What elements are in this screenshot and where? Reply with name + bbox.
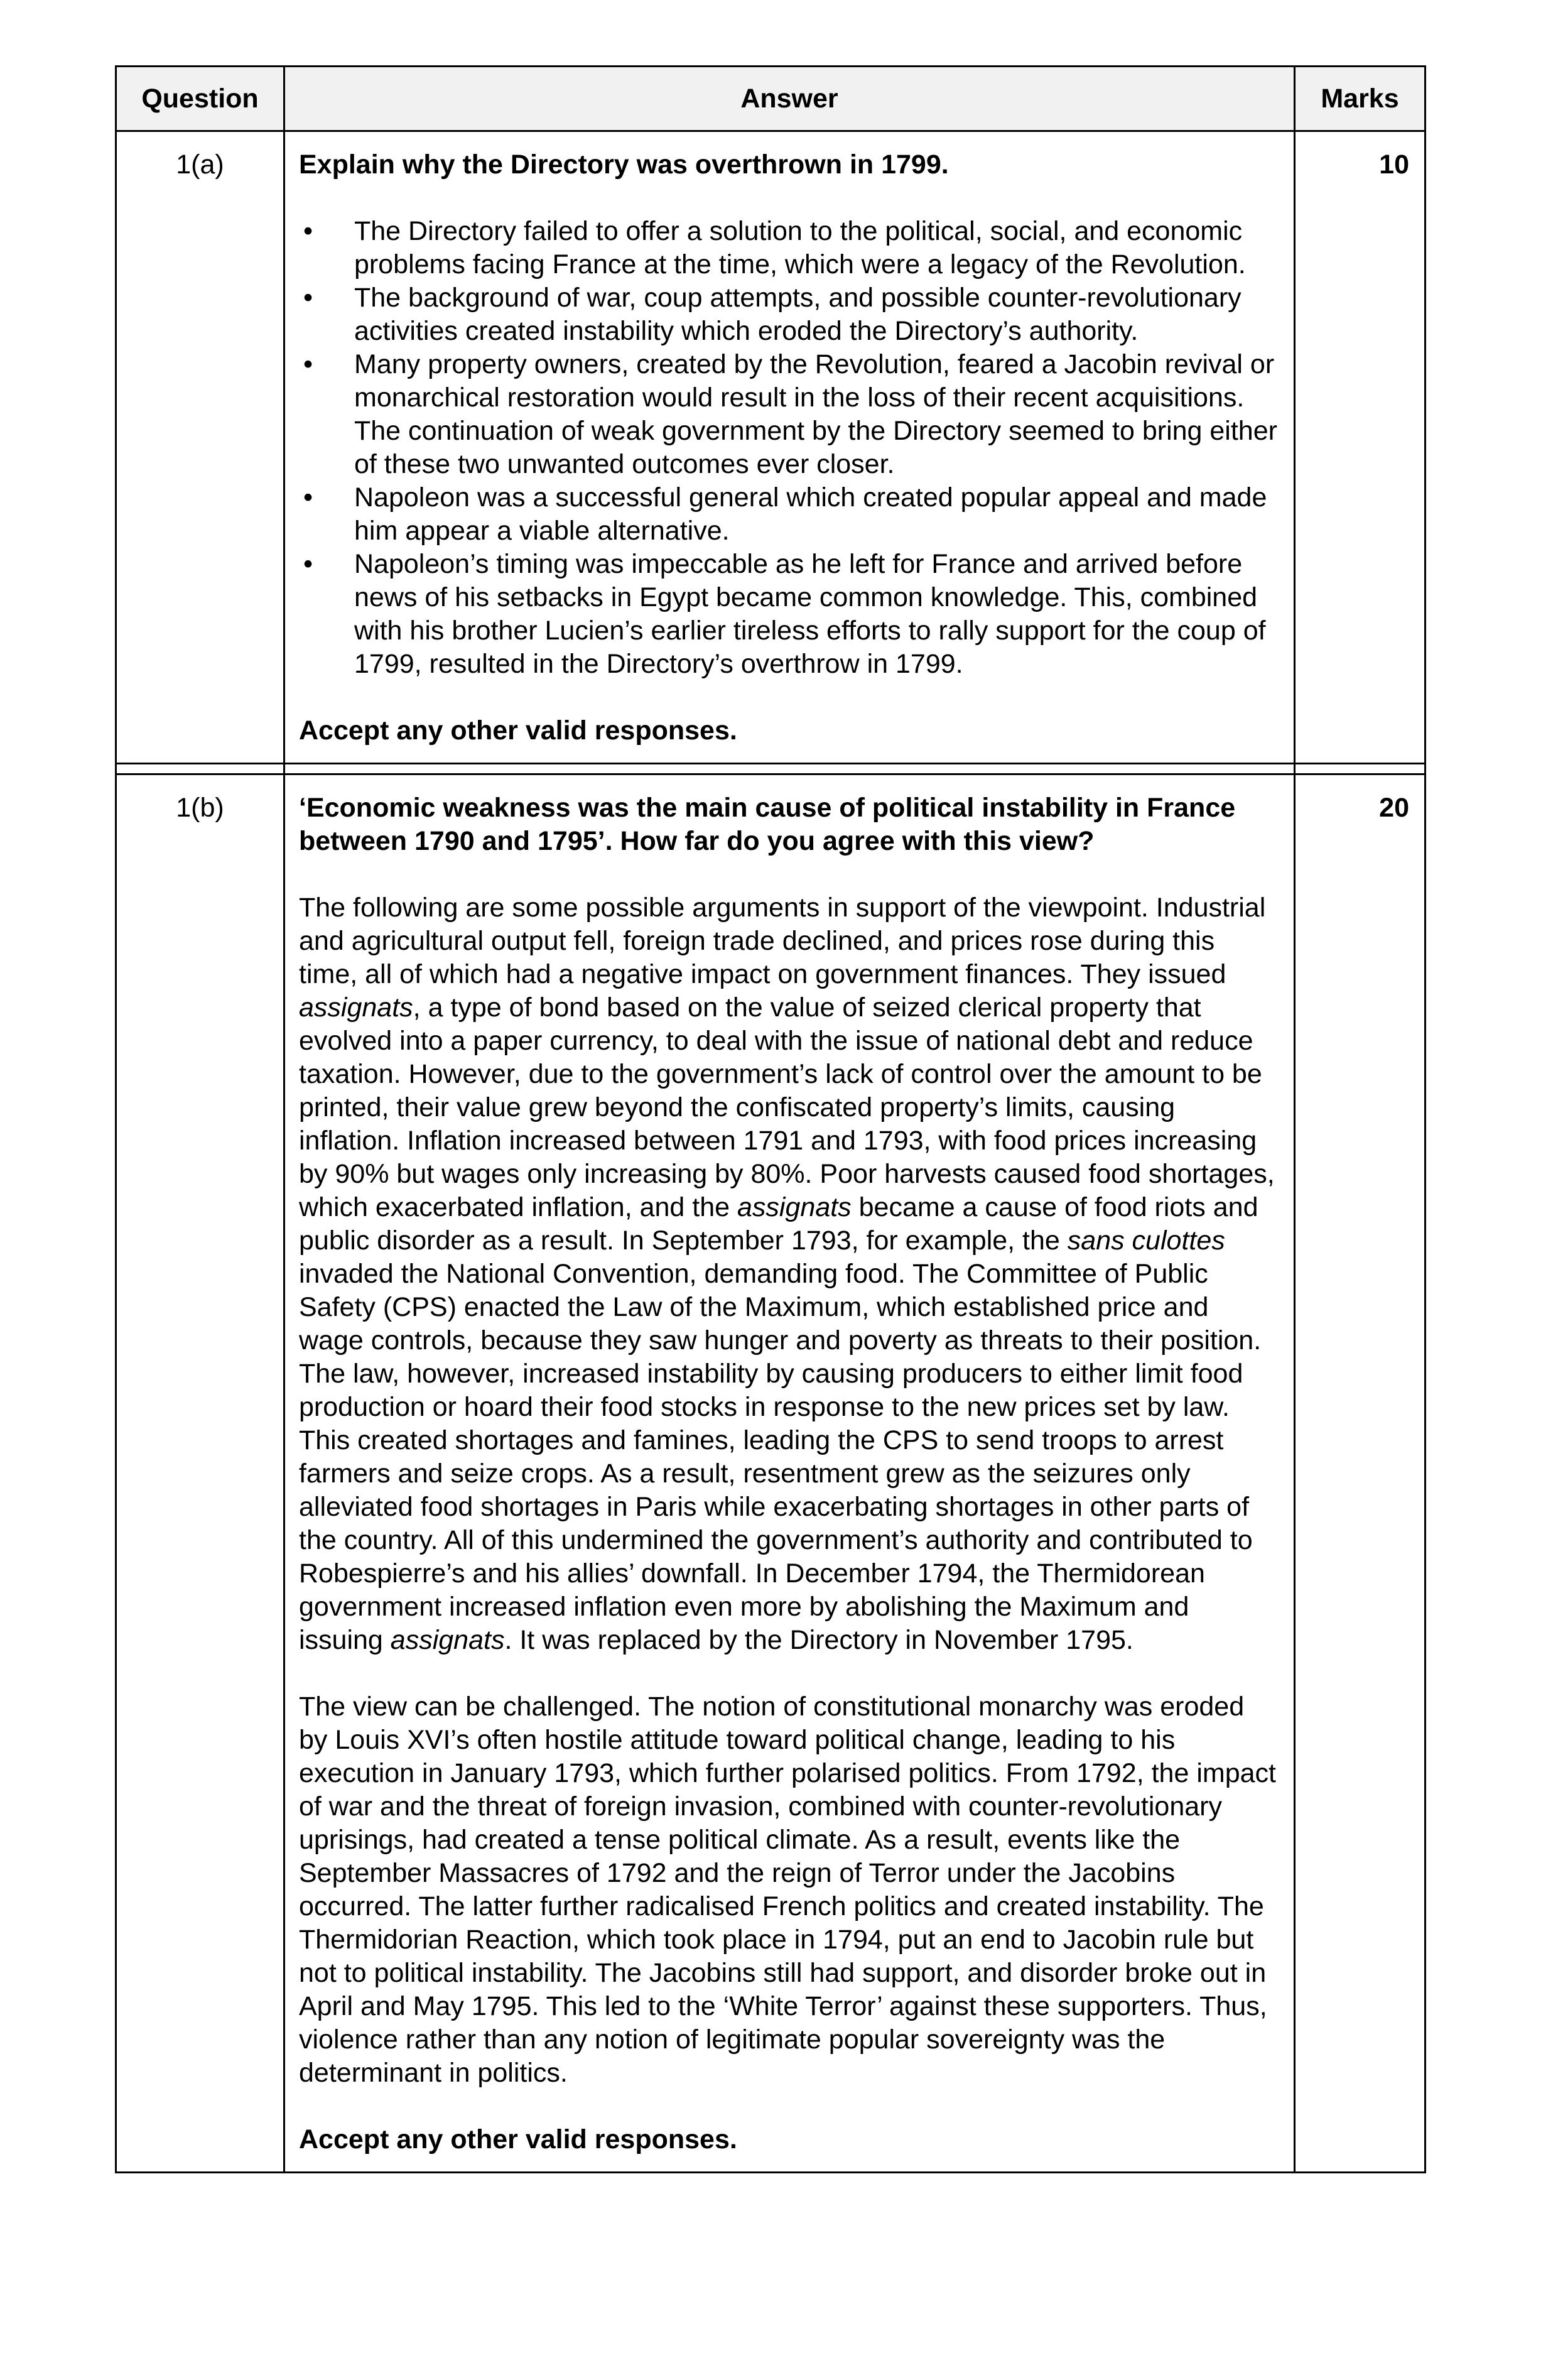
accept-other-note: Accept any other valid responses.	[299, 2124, 737, 2154]
text-run: The following are some possible arguments in support of the viewpoint. Industrial and agricultural output fell, foreign trade declined, and prices rose during this time, all of which had a negative impact on government finances. They issued	[299, 893, 1266, 989]
marks-value: 10	[1295, 131, 1425, 764]
answer-bullet-item	[299, 548, 1280, 681]
bullet-icon: •	[303, 216, 313, 246]
text-run: , a type of bond based on the value of seized clerical property that evolved into a paper currency, to deal with the issue of national debt and reduce taxation. However, due to the government’s lack of control over the amount to be printed, their value grew beyond the confiscated property’s limits, causing inflation. Inflation increased between 1791 and 1793, with food prices increasing by 90% but wages only increasing by 80%. Poor harvests caused food shortages, which exacerbated inflation, and the	[299, 992, 1275, 1222]
question-row-1a	[116, 131, 1425, 764]
answer-bullet-list	[299, 215, 1280, 681]
question-number: 1(b)	[116, 774, 284, 2173]
header-row	[116, 67, 1425, 131]
bullet-text: Napoleon was a successful general which created popular appeal and made him appear a viable alternative.	[354, 482, 1267, 546]
text-run: invaded the National Convention, demanding food. The Committee of Public Safety (CPS) enacted the Law of the Maximum, which established price and wage controls, because they saw hunger and poverty as threats to their position. The law, however, increased instability by causing producers to either limit food production or hoard their food stocks in response to the new prices set by law. This created shortages and famines, leading the CPS to send troops to arrest farmers and seize crops. As a result, resentment grew as the seizures only alleviated food shortages in Paris while exacerbating shortages in other parts of the country. All of this undermined the government’s authority and contributed to Robespierre’s and his allies’ downfall. In December 1794, the Thermidorean government increased inflation even more by abolishing the Maximum and issuing	[299, 1259, 1262, 1655]
text-run: . It was replaced by the Directory in November 1795.	[504, 1625, 1133, 1655]
bullet-text: The background of war, coup attempts, and possible counter-revolutionary activities created instability which eroded the Directory’s authority.	[354, 283, 1242, 346]
marks-value: 20	[1295, 774, 1425, 2173]
answer-cell	[284, 774, 1295, 2173]
mark-scheme-page	[115, 65, 1424, 2173]
answer-bullet-item	[299, 215, 1280, 281]
bullet-icon: •	[303, 549, 313, 579]
challenging-argument-paragraph: The view can be challenged. The notion of constitutional monarchy was eroded by Louis XVI’s often hostile attitude toward political change, leading to his execution in January 1793, which further polarised politics. From 1792, the impact of war and the threat of foreign invasion, combined with counter-revolutionary uprisings, had created a tense political climate. As a result, events like the September Massacres of 1792 and the reign of Terror under the Jacobins occurred. The latter further radicalised French politics and created instability. The Thermidorian Reaction, which took place in 1794, put an end to Jacobin rule but not to political instability. The Jacobins still had support, and disorder broke out in April and May 1795. This led to the ‘White Terror’ against these supporters. Thus, violence rather than any notion of legitimate popular sovereignty was the determinant in politics.	[299, 1692, 1276, 2088]
bullet-text: Napoleon’s timing was impeccable as he left for France and arrived before news of his setbacks in Egypt became common knowledge. This, combined with his brother Lucien’s earlier tireless efforts to rally support for the coup of 1799, resulted in the Directory’s overthrow in 1799.	[354, 549, 1266, 679]
italic-term: assignats	[737, 1192, 852, 1222]
header-question: Question	[116, 67, 284, 131]
bullet-text: The Directory failed to offer a solution to the political, social, and economic problems facing France at the time, which were a legacy of the Revolution.	[354, 216, 1246, 280]
accept-other-note: Accept any other valid responses.	[299, 715, 737, 746]
answer-bullet-item	[299, 348, 1280, 481]
mark-scheme-table	[115, 65, 1426, 2173]
header-answer: Answer	[284, 67, 1295, 131]
supporting-argument-paragraph	[299, 891, 1280, 1657]
question-number: 1(a)	[116, 131, 284, 764]
bullet-icon: •	[303, 283, 313, 313]
question-row-1b	[116, 774, 1425, 2173]
row-separator	[116, 764, 1425, 774]
answer-bullet-item	[299, 481, 1280, 548]
question-prompt: Explain why the Directory was overthrown in 1799.	[299, 149, 949, 180]
answer-cell	[284, 131, 1295, 764]
bullet-icon: •	[303, 349, 313, 379]
bullet-text: Many property owners, created by the Revolution, feared a Jacobin revival or monarchical restoration would result in the loss of their recent acquisitions. The continuation of weak government by the Directory seemed to bring either of these two unwanted outcomes ever closer.	[354, 349, 1277, 479]
text-run: became a cause of food riots and public disorder as a result. In September 1793, for example, the	[299, 1192, 1258, 1256]
italic-term: sans culottes	[1067, 1225, 1225, 1256]
question-prompt: ‘Economic weakness was the main cause of political instability in France between 1790 and 1795’. How far do you agree with this view?	[299, 793, 1236, 856]
italic-term: assignats	[299, 992, 413, 1023]
header-marks: Marks	[1295, 67, 1425, 131]
answer-bullet-item	[299, 281, 1280, 348]
italic-term: assignats	[390, 1625, 505, 1655]
bullet-icon: •	[303, 482, 313, 513]
